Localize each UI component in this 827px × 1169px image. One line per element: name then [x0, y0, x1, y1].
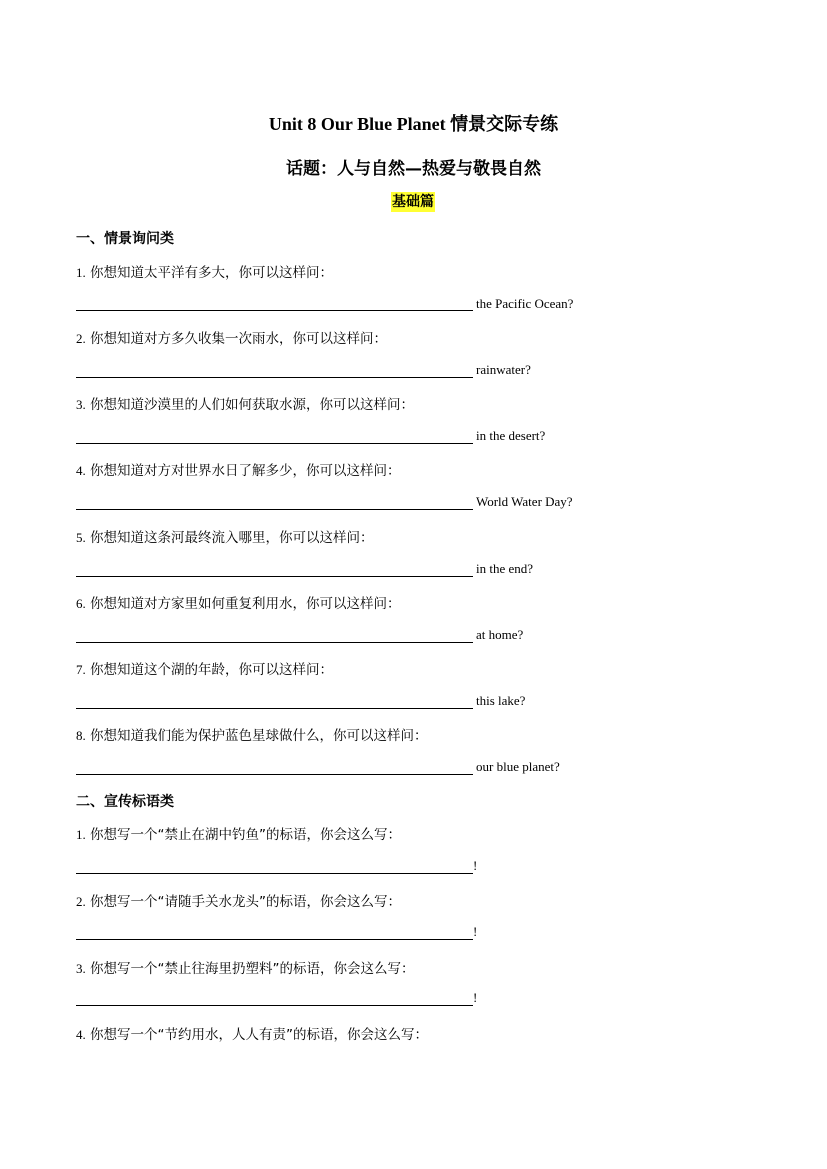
answer-suffix: our blue planet? — [476, 759, 560, 774]
answer-blank[interactable] — [76, 310, 473, 311]
answer-blank[interactable] — [76, 642, 473, 643]
question-number: 8. — [76, 728, 86, 743]
question-item — [76, 327, 387, 347]
question-item — [76, 957, 415, 977]
question-item — [76, 724, 428, 744]
answer-blank[interactable] — [76, 509, 473, 510]
answer-suffix: ! — [473, 924, 478, 939]
answer-blank[interactable] — [76, 576, 473, 577]
question-item — [76, 393, 414, 413]
question-item — [76, 1023, 428, 1043]
answer-blank[interactable] — [76, 774, 473, 775]
question-item — [76, 823, 401, 843]
question-item — [76, 658, 333, 678]
question-text: 你想知道对方家里如何重复利用水，你可以这样问： — [90, 596, 401, 612]
question-text: 你想写一个“禁止在湖中钓鱼”的标语，你会这么写： — [90, 827, 402, 843]
question-item — [76, 592, 401, 612]
answer-blank[interactable] — [76, 377, 473, 378]
question-text: 你想写一个“禁止往海里扔塑料”的标语，你会这么写： — [90, 961, 415, 977]
answer-suffix: at home? — [476, 627, 524, 642]
answer-suffix: in the desert? — [476, 428, 546, 443]
level-badge: 基础篇 — [392, 194, 434, 210]
question-text: 你想知道太平洋有多大，你可以这样问： — [90, 265, 334, 281]
question-text: 你想知道我们能为保护蓝色星球做什么，你可以这样问： — [90, 728, 428, 744]
answer-blank[interactable] — [76, 708, 473, 709]
question-item — [76, 459, 401, 479]
question-number: 5. — [76, 530, 86, 545]
question-text: 你想知道这条河最终流入哪里，你可以这样问： — [90, 530, 374, 546]
section-heading-slogan: 二、宣传标语类 — [76, 794, 174, 810]
answer-blank[interactable] — [76, 939, 473, 940]
page-title: Unit 8 Our Blue Planet 情景交际专练 — [268, 114, 559, 134]
question-number: 6. — [76, 596, 86, 611]
answer-suffix: in the end? — [476, 561, 534, 576]
answer-blank[interactable] — [76, 1005, 473, 1006]
question-number: 3. — [76, 397, 86, 412]
question-number: 3. — [76, 961, 86, 976]
answer-suffix: rainwater? — [476, 362, 531, 377]
question-number: 4. — [76, 463, 86, 478]
answer-suffix: ! — [473, 990, 478, 1005]
question-text: 你想知道对方对世界水日了解多少，你可以这样问： — [90, 463, 401, 479]
question-item — [76, 526, 374, 546]
answer-suffix: the Pacific Ocean? — [476, 296, 574, 311]
question-number: 1. — [76, 265, 86, 280]
question-text: 你想知道这个湖的年龄，你可以这样问： — [90, 662, 334, 678]
question-text: 你想知道对方多久收集一次雨水，你可以这样问： — [90, 331, 388, 347]
question-number: 4. — [76, 1027, 86, 1042]
question-number: 2. — [76, 894, 86, 909]
answer-suffix: World Water Day? — [476, 494, 573, 509]
question-text: 你想写一个“请随手关水龙头”的标语，你会这么写： — [90, 894, 402, 910]
answer-blank[interactable] — [76, 873, 473, 874]
question-text: 你想知道沙漠里的人们如何获取水源，你可以这样问： — [90, 397, 415, 413]
question-text: 你想写一个“节约用水，人人有责”的标语，你会这么写： — [90, 1027, 429, 1043]
question-item — [76, 261, 333, 281]
question-item — [76, 890, 401, 910]
answer-blank[interactable] — [76, 443, 473, 444]
question-number: 1. — [76, 827, 86, 842]
section-heading-inquiry: 一、情景询问类 — [76, 231, 174, 247]
question-number: 2. — [76, 331, 86, 346]
answer-suffix: this lake? — [476, 693, 526, 708]
question-number: 7. — [76, 662, 86, 677]
topic-subtitle: 话题：人与自然—热爱与敬畏自然 — [286, 159, 541, 179]
answer-suffix: ! — [473, 858, 478, 873]
